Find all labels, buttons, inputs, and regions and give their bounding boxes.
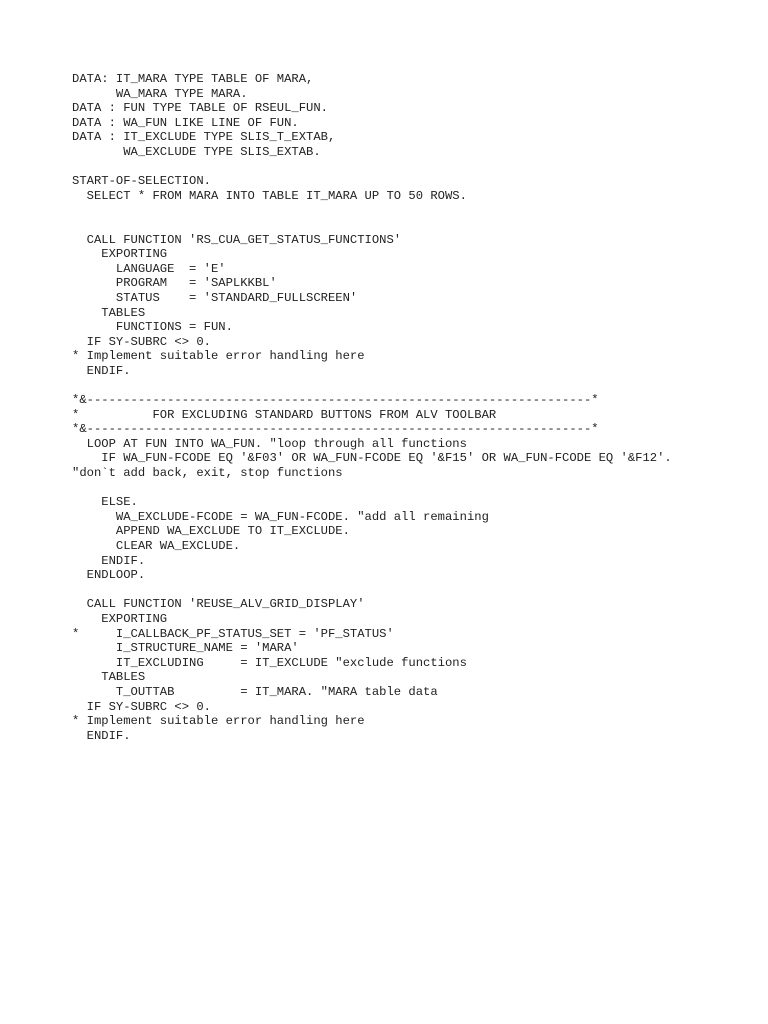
code-line: * FOR EXCLUDING STANDARD BUTTONS FROM ALV TOOLBAR <box>72 407 497 422</box>
code-line: WA_EXCLUDE-FCODE = WA_FUN-FCODE. "add all remaining <box>72 509 489 524</box>
abap-code-listing <box>72 72 762 743</box>
code-line: * I_CALLBACK_PF_STATUS_SET = 'PF_STATUS' <box>72 626 394 641</box>
code-line: LOOP AT FUN INTO WA_FUN. "loop through all functions <box>72 436 467 451</box>
code-line: START-OF-SELECTION. <box>72 174 211 189</box>
code-line: PROGRAM = 'SAPLKKBL' <box>72 276 277 291</box>
code-line: CLEAR WA_EXCLUDE. <box>72 539 241 553</box>
code-line: FUNCTIONS = FUN. <box>72 320 233 335</box>
code-line <box>72 378 762 393</box>
code-line: STATUS = 'STANDARD_FULLSCREEN' <box>72 290 358 305</box>
code-line <box>72 481 762 496</box>
code-line: * Implement suitable error handling here <box>72 714 365 729</box>
code-line: I_STRUCTURE_NAME = 'MARA' <box>72 641 299 656</box>
code-line: ELSE. <box>72 495 138 510</box>
code-line: ENDLOOP. <box>72 568 146 583</box>
code-line: LANGUAGE = 'E' <box>72 261 226 276</box>
code-line: DATA : IT_EXCLUDE TYPE SLIS_T_EXTAB, <box>72 130 336 145</box>
code-line: WA_EXCLUDE TYPE SLIS_EXTAB. <box>72 144 321 159</box>
code-line: CALL FUNCTION 'RS_CUA_GET_STATUS_FUNCTIONS' <box>72 232 402 247</box>
code-line: CALL FUNCTION 'REUSE_ALV_GRID_DISPLAY' <box>72 597 365 612</box>
code-line: * Implement suitable error handling here <box>72 349 365 364</box>
code-line <box>72 203 762 218</box>
code-line: DATA : WA_FUN LIKE LINE OF FUN. <box>72 115 299 130</box>
code-line: TABLES <box>72 670 146 685</box>
code-line: SELECT * FROM MARA INTO TABLE IT_MARA UP TO 50 ROWS. <box>72 188 467 203</box>
code-line <box>72 160 762 175</box>
code-line: *&---------------------------------------------------------------------* <box>72 422 599 437</box>
code-line: IF SY-SUBRC <> 0. <box>72 334 211 349</box>
code-line <box>72 583 762 598</box>
code-line: IF WA_FUN-FCODE EQ '&F03' OR WA_FUN-FCODE EQ '&F15' OR WA_FUN-FCODE EQ '&F12'. <box>72 451 672 466</box>
code-line: TABLES <box>72 305 146 320</box>
code-line: WA_MARA TYPE MARA. <box>72 86 248 101</box>
code-line: *&---------------------------------------------------------------------* <box>72 393 599 408</box>
code-line: IT_EXCLUDING = IT_EXCLUDE "exclude functions <box>72 655 467 670</box>
code-line: ENDIF. <box>72 728 131 743</box>
code-line: IF SY-SUBRC <> 0. <box>72 699 211 714</box>
code-line: "don`t add back, exit, stop functions <box>72 466 343 481</box>
code-line: ENDIF. <box>72 553 146 568</box>
code-line: APPEND WA_EXCLUDE TO IT_EXCLUDE. <box>72 524 350 539</box>
code-line <box>72 218 762 233</box>
code-line: ENDIF. <box>72 363 131 378</box>
code-line: EXPORTING <box>72 247 168 262</box>
code-line: DATA: IT_MARA TYPE TABLE OF MARA, <box>72 72 314 86</box>
code-line: DATA : FUN TYPE TABLE OF RSEUL_FUN. <box>72 101 328 116</box>
code-line: EXPORTING <box>72 611 168 626</box>
code-line: T_OUTTAB = IT_MARA. "MARA table data <box>72 684 438 699</box>
